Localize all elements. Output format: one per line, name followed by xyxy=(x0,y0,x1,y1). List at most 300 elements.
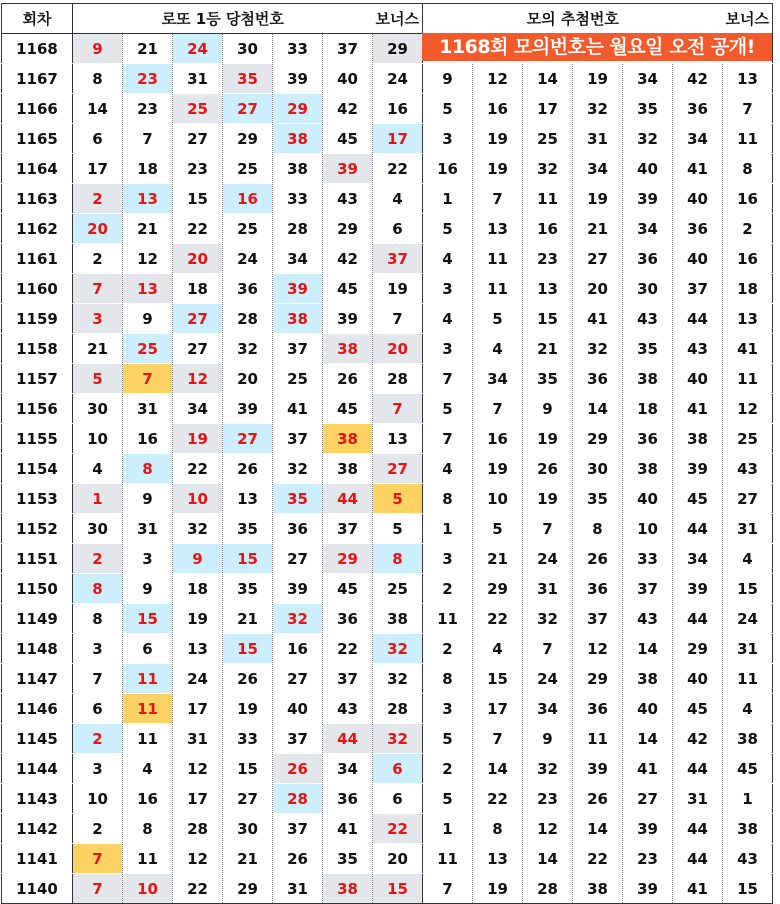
mock-number-cell: 35 xyxy=(623,94,673,124)
table-row xyxy=(2,514,773,544)
bonus-number-cell: 32 xyxy=(373,664,423,694)
round-cell: 1164 xyxy=(2,154,73,184)
mock-number-cell: 37 xyxy=(673,274,723,304)
mock-number-cell: 14 xyxy=(623,724,673,754)
winning-number-cell: 16 xyxy=(123,784,173,814)
bonus-number-cell: 32 xyxy=(373,724,423,754)
winning-number-cell: 45 xyxy=(323,274,373,304)
round-cell: 1155 xyxy=(2,424,73,454)
round-cell: 1165 xyxy=(2,124,73,154)
mock-number-cell: 26 xyxy=(523,454,573,484)
winning-number-cell: 39 xyxy=(223,394,273,424)
header-row xyxy=(2,4,773,34)
mock-number-cell: 5 xyxy=(423,394,473,424)
mock-number-cell: 7 xyxy=(473,184,523,214)
winning-number-cell: 32 xyxy=(273,604,323,634)
bonus-number-cell: 6 xyxy=(373,214,423,244)
mock-number-cell: 19 xyxy=(473,454,523,484)
mock-number-cell: 41 xyxy=(673,394,723,424)
mock-number-cell: 17 xyxy=(473,694,523,724)
mock-number-cell: 23 xyxy=(623,844,673,874)
table-row xyxy=(2,394,773,424)
mock-number-cell: 22 xyxy=(473,784,523,814)
mock-number-cell: 36 xyxy=(673,214,723,244)
bonus-number-cell: 28 xyxy=(373,364,423,394)
mock-bonus-cell: 13 xyxy=(723,64,773,94)
mock-number-cell: 13 xyxy=(473,844,523,874)
winning-number-cell: 26 xyxy=(223,454,273,484)
winning-number-cell: 20 xyxy=(73,214,123,244)
mock-number-cell: 39 xyxy=(673,574,723,604)
winning-number-cell: 16 xyxy=(273,634,323,664)
round-cell: 1140 xyxy=(2,874,73,904)
mock-bonus-cell: 43 xyxy=(723,454,773,484)
mock-number-cell: 2 xyxy=(423,574,473,604)
mock-number-cell: 19 xyxy=(573,64,623,94)
mock-number-cell: 32 xyxy=(523,754,573,784)
table-row xyxy=(2,64,773,94)
winning-number-cell: 8 xyxy=(123,454,173,484)
winning-number-cell: 19 xyxy=(173,424,223,454)
winning-number-cell: 18 xyxy=(173,274,223,304)
mock-number-cell: 32 xyxy=(523,604,573,634)
mock-bonus-cell: 24 xyxy=(723,604,773,634)
winning-number-cell: 16 xyxy=(223,184,273,214)
round-cell: 1151 xyxy=(2,544,73,574)
mock-bonus-cell: 15 xyxy=(723,874,773,904)
mock-number-cell: 12 xyxy=(573,634,623,664)
winning-number-cell: 31 xyxy=(123,514,173,544)
winning-number-cell: 8 xyxy=(73,64,123,94)
mock-number-cell: 44 xyxy=(673,814,723,844)
winning-number-cell: 40 xyxy=(273,694,323,724)
table-row xyxy=(2,184,773,214)
bonus-number-cell: 4 xyxy=(373,184,423,214)
mock-number-cell: 44 xyxy=(673,844,723,874)
mock-number-cell: 16 xyxy=(473,94,523,124)
mock-number-cell: 14 xyxy=(573,814,623,844)
mock-number-cell: 24 xyxy=(523,664,573,694)
mock-number-cell: 4 xyxy=(473,634,523,664)
mock-number-cell: 16 xyxy=(473,424,523,454)
mock-number-cell: 30 xyxy=(573,454,623,484)
mock-bonus-cell: 38 xyxy=(723,724,773,754)
winning-number-cell: 31 xyxy=(173,724,223,754)
winning-number-cell: 1 xyxy=(73,484,123,514)
bonus-number-cell: 27 xyxy=(373,454,423,484)
table-row xyxy=(2,604,773,634)
winning-number-cell: 38 xyxy=(323,334,373,364)
round-cell: 1142 xyxy=(2,814,73,844)
winning-number-cell: 26 xyxy=(223,664,273,694)
mock-number-cell: 44 xyxy=(673,514,723,544)
round-cell: 1167 xyxy=(2,64,73,94)
mock-bonus-cell: 12 xyxy=(723,394,773,424)
bonus-number-cell: 20 xyxy=(373,844,423,874)
winning-number-cell: 32 xyxy=(223,334,273,364)
table-row xyxy=(2,784,773,814)
round-cell: 1161 xyxy=(2,244,73,274)
mock-number-cell: 36 xyxy=(623,424,673,454)
mock-number-cell: 36 xyxy=(573,694,623,724)
mock-number-cell: 13 xyxy=(523,274,573,304)
winning-number-cell: 29 xyxy=(223,874,273,904)
winning-number-cell: 17 xyxy=(173,784,223,814)
mock-number-cell: 34 xyxy=(673,544,723,574)
winning-number-cell: 42 xyxy=(323,244,373,274)
mock-number-cell: 14 xyxy=(623,634,673,664)
round-header: 회차 xyxy=(2,4,73,34)
winning-number-cell: 27 xyxy=(173,124,223,154)
mock-number-cell: 4 xyxy=(423,244,473,274)
winning-number-cell: 39 xyxy=(273,64,323,94)
winning-number-cell: 24 xyxy=(173,34,223,64)
mock-number-cell: 8 xyxy=(423,664,473,694)
winning-number-cell: 6 xyxy=(73,124,123,154)
round-cell: 1150 xyxy=(2,574,73,604)
winning-number-cell: 35 xyxy=(273,484,323,514)
winning-number-cell: 32 xyxy=(173,514,223,544)
winning-number-cell: 10 xyxy=(173,484,223,514)
winning-number-cell: 39 xyxy=(273,574,323,604)
mock-number-cell: 40 xyxy=(673,364,723,394)
mock-number-cell: 34 xyxy=(523,694,573,724)
table-row xyxy=(2,154,773,184)
mock-number-cell: 41 xyxy=(673,154,723,184)
mock-number-cell: 3 xyxy=(423,544,473,574)
bonus-number-cell: 6 xyxy=(373,754,423,784)
winning-number-cell: 33 xyxy=(273,184,323,214)
winning-number-cell: 26 xyxy=(323,364,373,394)
winning-number-cell: 15 xyxy=(223,544,273,574)
mock-number-cell: 3 xyxy=(423,274,473,304)
mock-number-cell: 7 xyxy=(423,874,473,904)
mock-bonus-cell: 16 xyxy=(723,244,773,274)
mock-number-cell: 8 xyxy=(423,484,473,514)
winning-number-cell: 21 xyxy=(223,844,273,874)
mock-bonus-cell: 43 xyxy=(723,844,773,874)
mock-number-cell: 21 xyxy=(573,214,623,244)
table-row xyxy=(2,364,773,394)
mock-number-cell: 40 xyxy=(673,664,723,694)
winning-number-cell: 24 xyxy=(173,664,223,694)
mock-number-cell: 19 xyxy=(573,184,623,214)
winning-number-cell: 21 xyxy=(123,34,173,64)
table-row xyxy=(2,634,773,664)
winning-number-cell: 37 xyxy=(323,514,373,544)
round-cell: 1157 xyxy=(2,364,73,394)
table-row xyxy=(2,244,773,274)
bonus-number-cell: 25 xyxy=(373,574,423,604)
mock-number-cell: 30 xyxy=(623,274,673,304)
mock-bonus-cell: 16 xyxy=(723,184,773,214)
table-row xyxy=(2,724,773,754)
bonus-number-cell: 8 xyxy=(373,544,423,574)
bonus-number-cell: 17 xyxy=(373,124,423,154)
table-row xyxy=(2,754,773,784)
round-cell: 1145 xyxy=(2,724,73,754)
mock-number-cell: 23 xyxy=(523,784,573,814)
mock-number-cell: 21 xyxy=(523,334,573,364)
winning-number-cell: 16 xyxy=(123,424,173,454)
winning-number-cell: 2 xyxy=(73,814,123,844)
mock-number-cell: 16 xyxy=(523,214,573,244)
mock-number-cell: 27 xyxy=(623,784,673,814)
winning-number-cell: 12 xyxy=(173,754,223,784)
mock-number-cell: 38 xyxy=(573,874,623,904)
winning-number-cell: 13 xyxy=(123,184,173,214)
mock-number-cell: 39 xyxy=(673,454,723,484)
bonus-number-cell: 13 xyxy=(373,424,423,454)
mock-number-cell: 7 xyxy=(473,724,523,754)
winning-number-cell: 25 xyxy=(123,334,173,364)
winning-number-cell: 7 xyxy=(73,874,123,904)
winning-number-cell: 28 xyxy=(273,784,323,814)
winning-number-cell: 2 xyxy=(73,544,123,574)
bonus-number-cell: 5 xyxy=(373,484,423,514)
winning-number-cell: 30 xyxy=(223,814,273,844)
winning-number-cell: 30 xyxy=(73,514,123,544)
table-row xyxy=(2,694,773,724)
mock-number-cell: 3 xyxy=(423,694,473,724)
mock-number-cell: 24 xyxy=(523,544,573,574)
winning-number-cell: 44 xyxy=(323,484,373,514)
mock-number-cell: 41 xyxy=(623,754,673,784)
mock-number-cell: 38 xyxy=(623,454,673,484)
winning-number-cell: 9 xyxy=(173,544,223,574)
winning-number-cell: 22 xyxy=(323,634,373,664)
round-cell: 1147 xyxy=(2,664,73,694)
mock-bonus-cell: 31 xyxy=(723,634,773,664)
mock-number-cell: 19 xyxy=(523,484,573,514)
winning-number-cell: 2 xyxy=(73,184,123,214)
winning-number-cell: 22 xyxy=(173,874,223,904)
table-row xyxy=(2,424,773,454)
winning-number-cell: 3 xyxy=(123,544,173,574)
mock-bonus-cell: 7 xyxy=(723,94,773,124)
winning-number-cell: 27 xyxy=(223,94,273,124)
winning-number-cell: 7 xyxy=(73,844,123,874)
mock-number-cell: 11 xyxy=(423,844,473,874)
winning-number-cell: 28 xyxy=(273,214,323,244)
bonus-number-cell: 6 xyxy=(373,784,423,814)
bonus-header: 보너스 xyxy=(373,4,423,34)
mock-number-cell: 35 xyxy=(623,334,673,364)
mock-number-cell: 41 xyxy=(673,874,723,904)
mock-number-cell: 4 xyxy=(423,454,473,484)
winning-number-cell: 37 xyxy=(273,724,323,754)
winning-number-cell: 34 xyxy=(173,394,223,424)
winning-number-cell: 10 xyxy=(73,784,123,814)
winning-number-cell: 39 xyxy=(273,274,323,304)
mock-number-cell: 32 xyxy=(573,334,623,364)
winning-number-cell: 35 xyxy=(223,514,273,544)
mock-bonus-cell: 1 xyxy=(723,784,773,814)
winning-number-cell: 19 xyxy=(223,694,273,724)
winning-number-cell: 21 xyxy=(223,604,273,634)
round-cell: 1156 xyxy=(2,394,73,424)
winning-number-cell: 3 xyxy=(73,304,123,334)
winning-number-cell: 32 xyxy=(273,454,323,484)
mock-number-cell: 5 xyxy=(473,304,523,334)
mock-number-cell: 11 xyxy=(523,184,573,214)
table-row xyxy=(2,274,773,304)
winning-number-cell: 31 xyxy=(173,64,223,94)
mock-number-cell: 27 xyxy=(573,244,623,274)
winning-number-cell: 33 xyxy=(273,34,323,64)
winning-number-cell: 25 xyxy=(173,94,223,124)
mock-number-cell: 22 xyxy=(573,844,623,874)
winning-number-cell: 25 xyxy=(223,154,273,184)
mock-number-cell: 11 xyxy=(473,244,523,274)
mock-number-cell: 44 xyxy=(673,754,723,784)
winning-number-cell: 15 xyxy=(223,634,273,664)
winning-number-cell: 18 xyxy=(173,574,223,604)
table-row xyxy=(2,544,773,574)
winning-number-cell: 25 xyxy=(223,214,273,244)
winning-number-cell: 7 xyxy=(73,274,123,304)
mock-number-cell: 36 xyxy=(573,364,623,394)
winning-number-cell: 27 xyxy=(173,304,223,334)
winning-number-cell: 10 xyxy=(73,424,123,454)
mock-bonus-cell: 4 xyxy=(723,544,773,574)
bonus-number-cell: 5 xyxy=(373,514,423,544)
winning-number-cell: 27 xyxy=(173,334,223,364)
table-row xyxy=(2,574,773,604)
winning-number-cell: 3 xyxy=(73,754,123,784)
mock-number-cell: 4 xyxy=(423,304,473,334)
mock-number-cell: 3 xyxy=(423,124,473,154)
mock-number-cell: 7 xyxy=(473,394,523,424)
winning-number-cell: 15 xyxy=(123,604,173,634)
winning-number-cell: 45 xyxy=(323,394,373,424)
mock-number-cell: 19 xyxy=(473,874,523,904)
mock-bonus-header: 보너스 xyxy=(723,4,773,34)
mock-number-cell: 23 xyxy=(523,244,573,274)
mock-bonus-cell: 11 xyxy=(723,124,773,154)
mock-number-cell: 29 xyxy=(573,424,623,454)
mock-bonus-cell: 18 xyxy=(723,274,773,304)
mock-number-cell: 19 xyxy=(523,424,573,454)
bonus-number-cell: 16 xyxy=(373,94,423,124)
mock-number-cell: 45 xyxy=(673,484,723,514)
round-cell: 1146 xyxy=(2,694,73,724)
mock-number-cell: 29 xyxy=(673,634,723,664)
mock-number-cell: 5 xyxy=(473,514,523,544)
winning-number-cell: 8 xyxy=(73,604,123,634)
winning-number-cell: 22 xyxy=(173,214,223,244)
mock-number-cell: 40 xyxy=(623,694,673,724)
mock-number-cell: 44 xyxy=(673,604,723,634)
winning-number-cell: 7 xyxy=(73,664,123,694)
winning-number-cell: 7 xyxy=(123,124,173,154)
mock-number-cell: 25 xyxy=(523,124,573,154)
round-cell: 1149 xyxy=(2,604,73,634)
winning-number-cell: 17 xyxy=(73,154,123,184)
table-row xyxy=(2,124,773,154)
winning-number-cell: 8 xyxy=(73,574,123,604)
mock-number-cell: 42 xyxy=(673,724,723,754)
winning-number-cell: 37 xyxy=(323,664,373,694)
mock-bonus-cell: 15 xyxy=(723,574,773,604)
bonus-number-cell: 19 xyxy=(373,274,423,304)
bonus-number-cell: 28 xyxy=(373,694,423,724)
winning-number-cell: 20 xyxy=(173,244,223,274)
mock-number-cell: 11 xyxy=(473,274,523,304)
winning-number-cell: 21 xyxy=(73,334,123,364)
winning-number-cell: 27 xyxy=(273,664,323,694)
winning-number-cell: 33 xyxy=(223,724,273,754)
winning-number-cell: 29 xyxy=(323,214,373,244)
winning-number-cell: 11 xyxy=(123,844,173,874)
winning-number-cell: 43 xyxy=(323,694,373,724)
mock-number-cell: 17 xyxy=(523,94,573,124)
winning-number-cell: 29 xyxy=(323,544,373,574)
winning-number-cell: 13 xyxy=(223,484,273,514)
winning-number-cell: 29 xyxy=(273,94,323,124)
winning-number-cell: 8 xyxy=(123,814,173,844)
round-cell: 1163 xyxy=(2,184,73,214)
winning-number-cell: 9 xyxy=(123,574,173,604)
winning-number-cell: 12 xyxy=(173,844,223,874)
mock-number-cell: 19 xyxy=(473,154,523,184)
winning-number-cell: 36 xyxy=(223,274,273,304)
winning-number-cell: 38 xyxy=(273,124,323,154)
winning-number-cell: 35 xyxy=(223,64,273,94)
winning-number-cell: 25 xyxy=(273,364,323,394)
table-row xyxy=(2,874,773,904)
mock-number-cell: 12 xyxy=(523,814,573,844)
winning-number-cell: 38 xyxy=(273,304,323,334)
mock-bonus-cell: 31 xyxy=(723,514,773,544)
winning-number-cell: 28 xyxy=(173,814,223,844)
mock-number-cell: 42 xyxy=(673,64,723,94)
winning-number-cell: 6 xyxy=(123,634,173,664)
table-row xyxy=(2,844,773,874)
mock-number-cell: 10 xyxy=(623,514,673,544)
bonus-number-cell: 24 xyxy=(373,64,423,94)
winning-number-cell: 34 xyxy=(273,244,323,274)
winning-number-cell: 13 xyxy=(123,274,173,304)
round-cell: 1154 xyxy=(2,454,73,484)
mock-number-cell: 34 xyxy=(623,64,673,94)
mock-bonus-cell: 11 xyxy=(723,664,773,694)
winning-number-cell: 38 xyxy=(323,454,373,484)
winning-number-cell: 23 xyxy=(123,64,173,94)
winning-number-cell: 41 xyxy=(323,814,373,844)
mock-number-cell: 39 xyxy=(623,874,673,904)
winning-number-cell: 39 xyxy=(323,154,373,184)
mock-bonus-cell: 38 xyxy=(723,814,773,844)
mock-number-cell: 38 xyxy=(623,364,673,394)
mock-number-cell: 32 xyxy=(523,154,573,184)
winning-number-cell: 20 xyxy=(223,364,273,394)
round-cell: 1143 xyxy=(2,784,73,814)
winning-number-cell: 9 xyxy=(123,484,173,514)
winning-number-cell: 26 xyxy=(273,754,323,784)
winning-number-cell: 11 xyxy=(123,724,173,754)
mock-number-cell: 8 xyxy=(473,814,523,844)
mock-number-cell: 7 xyxy=(523,514,573,544)
bonus-number-cell: 22 xyxy=(373,154,423,184)
bonus-number-cell: 7 xyxy=(373,304,423,334)
mock-number-cell: 37 xyxy=(573,604,623,634)
mock-bonus-cell: 2 xyxy=(723,214,773,244)
mock-number-cell: 15 xyxy=(473,664,523,694)
mock-bonus-cell: 27 xyxy=(723,484,773,514)
winning-number-cell: 39 xyxy=(323,304,373,334)
winning-number-cell: 18 xyxy=(123,154,173,184)
